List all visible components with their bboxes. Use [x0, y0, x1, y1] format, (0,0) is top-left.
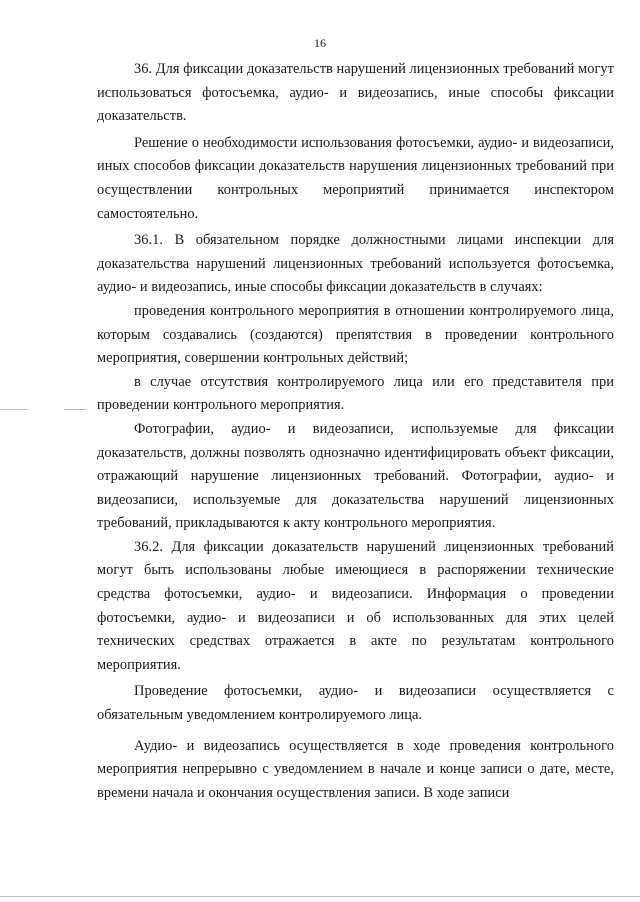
paragraph-36: 36. Для фиксации доказательств нарушений лицензионных требований могут использоваться фотосъемка, аудио- и видеозапись, иные способы фиксации доказательств.	[97, 61, 614, 125]
margin-line-left	[0, 409, 28, 410]
page-bottom-edge	[0, 896, 640, 897]
margin-mark	[64, 409, 86, 410]
paragraph-36-2: 36.2. Для фиксации доказательств нарушений лицензионных требований могут быть использованы любые имеющиеся в распоряжении технические средства фотосъемки, аудио- и видеозаписи. Информация о проведении фотосъемки, аудио- и видеозаписи и об использованных для этих целей технических средствах отражается в акте по результатам контрольного мероприятия.	[97, 538, 614, 673]
paragraph-recording: Аудио- и видеозапись осуществляется в ходе проведения контрольного мероприятия непрерывно с уведомлением в начале и конце записи о дате, месте, времени начала и окончания осуществления записи. В ходе записи	[97, 737, 614, 801]
paragraph-case-obstruction: проведения контрольного мероприятия в отношении контролируемого лица, которым создавались (создаются) препятствия в проведении контрольного мероприятия, совершении контрольных действий;	[97, 302, 614, 367]
page-number: 16	[314, 36, 326, 50]
paragraph-36-1: 36.1. В обязательном порядке должностными лицами инспекции для доказательства нарушений лицензионных требований используется фотосъемка, аудио- и видеозапись, иные способы фиксации доказательств в случаях:	[97, 232, 614, 296]
paragraph-photos: Фотографии, аудио- и видеозаписи, используемые для фиксации доказательств, должны позволять однозначно идентифицировать объект фиксации, отражающий нарушение лицензионных требований. Фотографии, аудио- и видеозаписи, используемые для доказательства нарушений лицензионных требований, прикладываются к акту контрольного мероприятия.	[97, 420, 614, 532]
paragraph-case-absence: в случае отсутствия контролируемого лица или его представителя при проведении контрольного мероприятия.	[97, 373, 614, 414]
paragraph-notification: Проведение фотосъемки, аудио- и видеозаписи осуществляется с обязательным уведомлением контролируемого лица.	[97, 683, 614, 724]
document-body	[97, 58, 614, 806]
paragraph-decision: Решение о необходимости использования фотосъемки, аудио- и видеозаписи, иных способов фиксации доказательств нарушения лицензионных требований при осуществлении контрольных мероприятий принимается инспектором самостоятельно.	[97, 134, 614, 222]
